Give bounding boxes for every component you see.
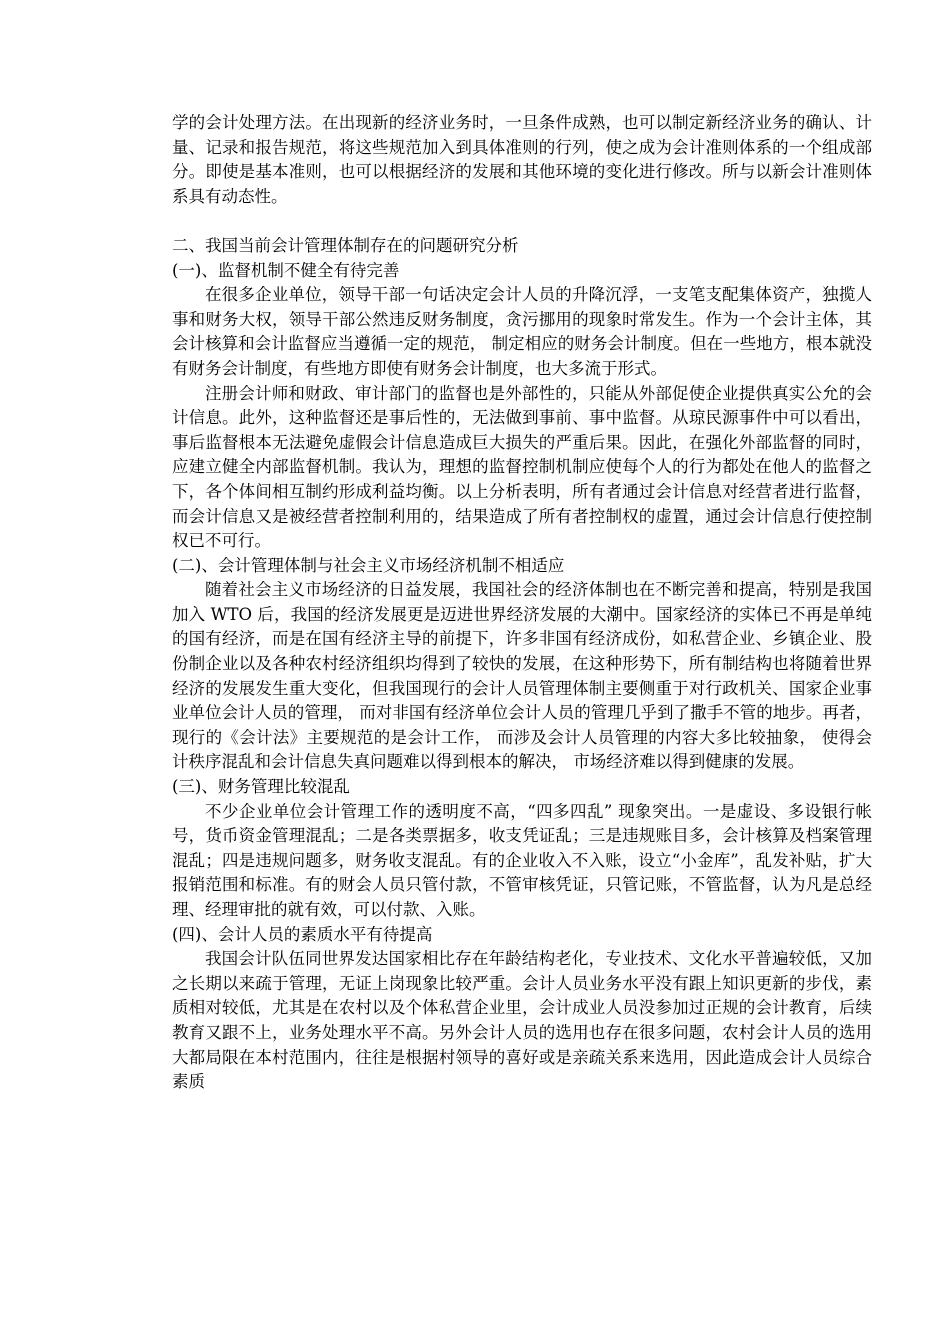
document-body (172, 111, 872, 1095)
section-heading: 二、我国当前会计管理体制存在的问题研究分析 (172, 235, 519, 255)
subsection-heading-3: (三)、财务管理比较混乱 (172, 777, 350, 797)
subsection-1-paragraph-1: 在很多企业单位，领导干部一句话决定会计人员的升降沉浮，一支笔支配集体资产，独揽人事和财务大权，领导干部公然违反财务制度，贪污挪用的现象时常发生。作为一个会计主体，其会计核算和会计监督应当遵循一定的规范， 制定相应的财务会计制度。但在一些地方，根本就没有财务会计制度，有些地方即使有财务会计制度，也大多流于形式。 (172, 285, 872, 378)
subsection-heading-1: (一)、监督机制不健全有待完善 (172, 260, 400, 280)
subsection-heading-4: (四)、会计人员的素质水平有待提高 (172, 924, 433, 944)
blank-line (172, 209, 872, 234)
subsection-4-paragraph-1: 我国会计队伍同世界发达国家相比存在年龄结构老化，专业技术、文化水平普遍较低，又加之长期以来疏于管理，无证上岗现象比较严重。会计人员业务水平没有跟上知识更新的步伐，素质相对较低，尤其是在农村以及个体私营企业里，会计成业人员没参加过正规的会计教育，后续教育又跟不上，业务处理水平不高。另外会计人员的选用也存在很多问题，农村会计人员的选用大都局限在本村范围内，往往是根据村领导的喜好或是亲疏关系来选用，因此造成会计人员综合素质 (172, 949, 872, 1092)
intro-paragraph: 学的会计处理方法。在出现新的经济业务时，一旦条件成熟，也可以制定新经济业务的确认、计量、记录和报告规范，将这些规范加入到具体准则的行列，使之成为会计准则体系的一个组成部分。即使是基本准则，也可以根据经济的发展和其他环境的变化进行修改。所与以新会计准则体系具有动态性。 (172, 113, 872, 206)
subsection-1-paragraph-2: 注册会计师和财政、审计部门的监督也是外部性的，只能从外部促使企业提供真实公允的会计信息。此外，这种监督还是事后性的，无法做到事前、事中监督。从琼民源事件中可以看出，事后监督根本无法避免虚假会计信息造成巨大损失的严重后果。因此，在强化外部监督的同时，应建立健全内部监督机制。我认为，理想的监督控制机制应使每个人的行为都处在他人的监督之下，各个体间相互制约形成利益均衡。以上分析表明，所有者通过会计信息对经营者进行监督，而会计信息又是被经营者控制利用的，结果造成了所有者控制权的虚置，通过会计信息行使控制权已不可行。 (172, 383, 872, 551)
subsection-heading-2: (二)、会计管理体制与社会主义市场经济机制不相适应 (172, 555, 565, 575)
subsection-2-paragraph-1: 随着社会主义市场经济的日益发展，我国社会的经济体制也在不断完善和提高，特别是我国加入 WTO 后，我国的经济发展更是迈进世界经济发展的大潮中。国家经济的实体已不再是单纯的国有经济，而是在国有经济主导的前提下，许多非国有经济成份，如私营企业、乡镇企业、股份制企业以及各种农村经济组织均得到了较快的发展，在这种形势下，所有制结构也将随着世界经济的发展发生重大变化，但我国现行的会计人员管理体制主要侧重于对行政机关、国家企业事业单位会计人员的管理， 而对非国有经济单位会计人员的管理几乎到了撒手不管的地步。再者， 现行的《会计法》主要规范的是会计工作， 而涉及会计人员管理的内容大多比较抽象， 使得会计秩序混乱和会计信息失真问题难以得到根本的解决， 市场经济难以得到健康的发展。 (172, 580, 872, 772)
subsection-3-paragraph-1: 不少企业单位会计管理工作的透明度不高，“四多四乱” 现象突出。一是虚设、多设银行帐号，货币资金管理混乱；二是各类票据多，收支凭证乱；三是违规账目多，会计核算及档案管理混乱；四是违规问题多，财务收支混乱。有的企业收入不入账，设立“小金库”，乱发补贴，扩大报销范围和标准。有的财会人员只管付款，不管审核凭证，只管记账，不管监督，认为凡是总经理、经理审批的就有效，可以付款、入账。 (172, 801, 872, 919)
